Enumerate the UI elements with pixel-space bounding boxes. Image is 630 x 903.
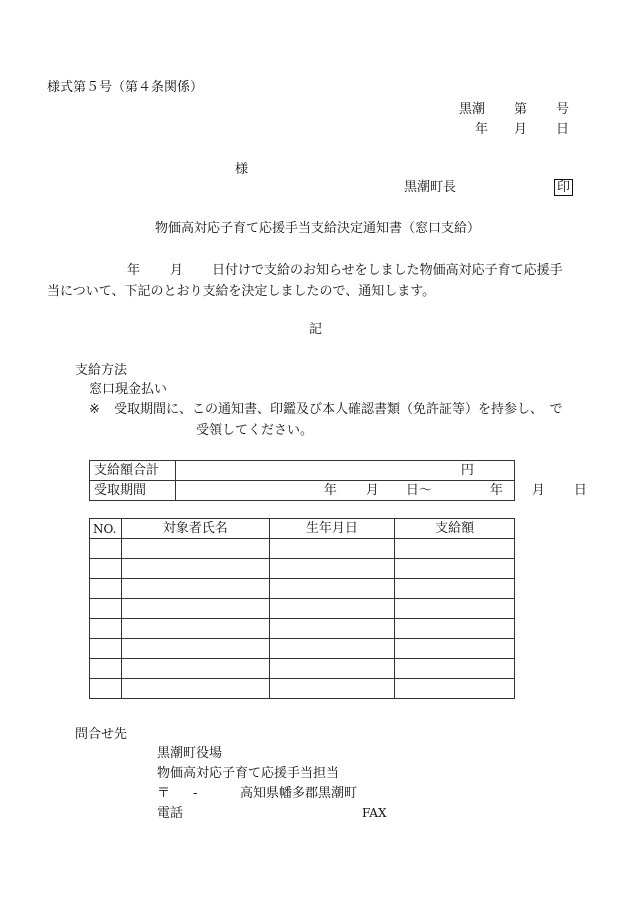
table-row xyxy=(90,619,515,639)
cell-amount xyxy=(395,639,515,659)
table-row xyxy=(90,579,515,599)
cell-birthdate xyxy=(269,579,395,599)
cell-no xyxy=(90,679,122,699)
postal-dash: - xyxy=(193,786,198,801)
cell-birthdate xyxy=(269,599,395,619)
doc-date-month: 月 xyxy=(514,122,528,137)
note-line1: 受取期間に、この通知書、印鑑及び本人確認書類（免許証等）を持参し、 で xyxy=(114,402,563,417)
period-start-month: 月 xyxy=(365,483,379,498)
table-row xyxy=(90,559,515,579)
cell-amount xyxy=(395,579,515,599)
doc-number-go: 号 xyxy=(556,102,570,117)
table-row xyxy=(90,599,515,619)
doc-date-day: 日 xyxy=(556,122,570,137)
total-unit: 円 xyxy=(460,463,474,478)
note-mark: ※ xyxy=(89,402,100,417)
cell-no xyxy=(90,599,122,619)
table-row xyxy=(90,539,515,559)
header-amount: 支給額 xyxy=(395,519,515,539)
header-birthdate: 生年月日 xyxy=(269,519,395,539)
cell-name xyxy=(121,679,269,699)
contact-heading: 問合せ先 xyxy=(75,727,128,742)
cell-amount xyxy=(395,559,515,579)
cell-no xyxy=(90,559,122,579)
header-no: NO. xyxy=(90,519,122,539)
document-title: 物価高対応子育て応援手当支給決定通知書（窓口支給） xyxy=(155,221,481,236)
total-label: 支給額合計 xyxy=(90,461,176,481)
cell-no xyxy=(90,619,122,639)
cell-amount xyxy=(395,679,515,699)
cell-name xyxy=(121,659,269,679)
period-value-cell xyxy=(175,481,587,501)
contact-department: 物価高対応子育て応援手当担当 xyxy=(157,766,340,781)
summary-total-row xyxy=(90,461,515,481)
body-month: 月 xyxy=(170,263,184,278)
seal-stamp: 印 xyxy=(554,179,573,196)
cell-no xyxy=(90,639,122,659)
body-line2: 当について、下記のとおり支給を決定しましたので、通知します。 xyxy=(47,284,436,299)
recipient-suffix: 様 xyxy=(235,162,249,177)
body-line1: 日付けで支給のお知らせをしました物価高対応子育て応援手 xyxy=(212,263,563,278)
postal-mark: 〒 xyxy=(157,786,171,801)
cell-amount xyxy=(395,659,515,679)
period-label: 受取期間 xyxy=(90,481,176,501)
fax-label: FAX xyxy=(362,806,387,820)
recipients-header-row xyxy=(90,519,515,539)
table-row xyxy=(90,639,515,659)
cell-amount xyxy=(395,599,515,619)
table-row xyxy=(90,679,515,699)
cell-name xyxy=(121,599,269,619)
cell-birthdate xyxy=(269,679,395,699)
cell-name xyxy=(121,539,269,559)
method-item: 窓口現金払い xyxy=(89,382,168,397)
cell-no xyxy=(90,659,122,679)
period-end-year: 年 xyxy=(489,483,503,498)
total-value-cell xyxy=(175,461,514,481)
cell-birthdate xyxy=(269,659,395,679)
period-end-month: 月 xyxy=(531,483,545,498)
cell-amount xyxy=(395,619,515,639)
cell-birthdate xyxy=(269,559,395,579)
period-start-year: 年 xyxy=(323,483,337,498)
method-heading: 支給方法 xyxy=(75,363,128,378)
cell-birthdate xyxy=(269,619,395,639)
cell-birthdate xyxy=(269,639,395,659)
summary-table xyxy=(89,460,587,501)
note-line2: 受領してください。 xyxy=(196,423,314,438)
table-row xyxy=(90,659,515,679)
summary-period-row xyxy=(90,481,515,501)
body-year: 年 xyxy=(127,263,141,278)
cell-no xyxy=(90,579,122,599)
recipients-table xyxy=(89,518,515,699)
tel-label: 電話 xyxy=(157,806,184,821)
cell-no xyxy=(90,539,122,559)
doc-date-year: 年 xyxy=(475,122,489,137)
cell-name xyxy=(121,559,269,579)
contact-office: 黒潮町役場 xyxy=(157,746,223,761)
cell-amount xyxy=(395,539,515,559)
period-start-day: 日～ xyxy=(405,483,432,498)
doc-number-dai: 第 xyxy=(514,102,528,117)
contact-address: 高知県幡多郡黒潮町 xyxy=(240,786,358,801)
form-label: 様式第５号（第４条関係） xyxy=(47,80,204,95)
cell-name xyxy=(121,619,269,639)
ki-mark: 記 xyxy=(309,322,323,337)
header-name: 対象者氏名 xyxy=(121,519,269,539)
sender-title: 黒潮町長 xyxy=(404,180,457,195)
cell-name xyxy=(121,639,269,659)
cell-name xyxy=(121,579,269,599)
cell-birthdate xyxy=(269,539,395,559)
doc-number-prefix: 黒潮 xyxy=(459,102,486,117)
period-end-day: 日 xyxy=(573,483,587,498)
